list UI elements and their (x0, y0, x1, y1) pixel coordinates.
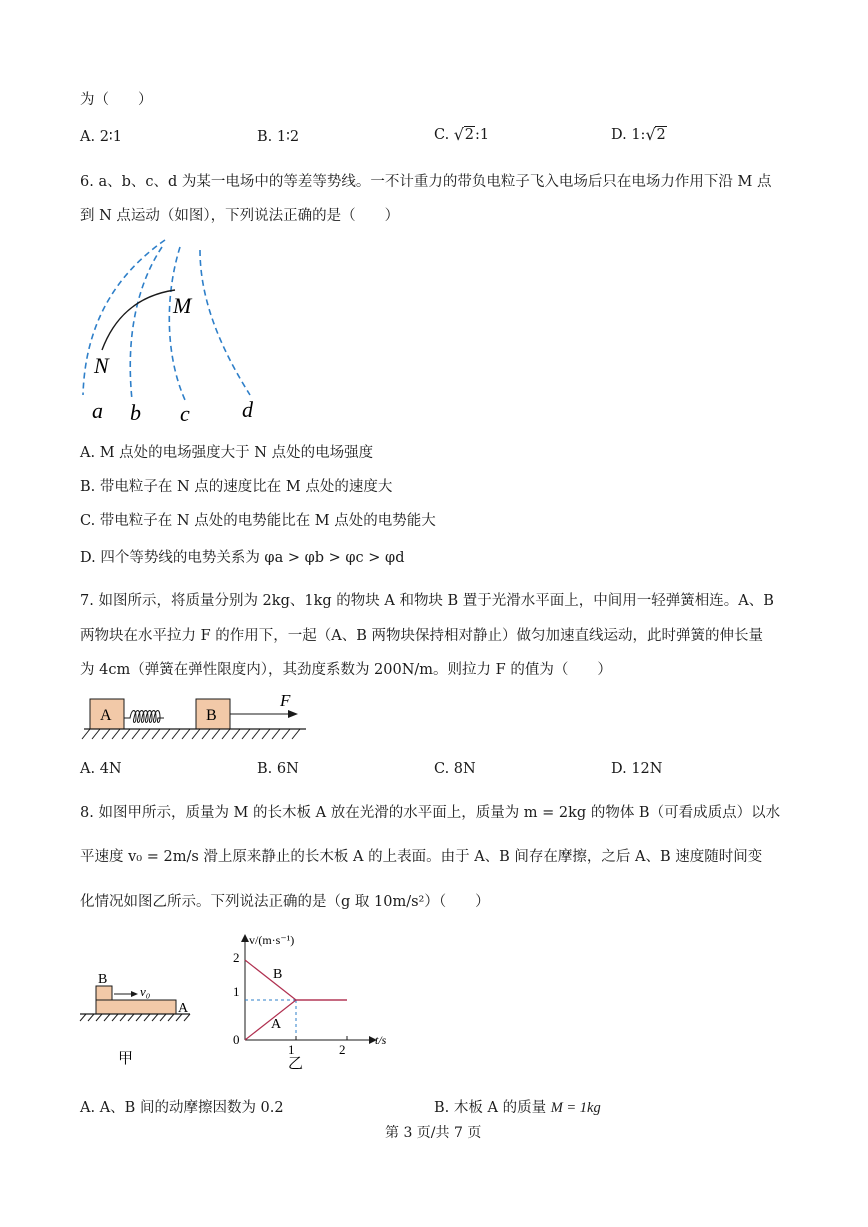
label-m: M (173, 293, 192, 318)
x-axis-label: t/s (375, 1033, 387, 1047)
v0-arrowhead (131, 991, 138, 997)
block-a-label: A (100, 707, 112, 724)
label-b: b (130, 400, 141, 425)
v0-label: v₀ (140, 984, 151, 999)
y-axis-label: v/(m·s⁻¹) (249, 933, 295, 947)
q5-option-a: A. 2∶1 (80, 129, 122, 145)
q7-option-c: C. 8N (434, 761, 476, 777)
y-tick-0: 0 (233, 1032, 240, 1047)
label-d: d (242, 397, 253, 422)
label-c: c (180, 401, 190, 425)
series-a-label: A (271, 1017, 282, 1032)
q8-option-a: A. A、B 间的动摩擦因数为 0.2 (80, 1100, 284, 1116)
q6-option-d: D. 四个等势线的电势关系为 φa > φb > φc > φd (80, 550, 405, 566)
q6-stem-line2: 到 N 点运动（如图），下列说法正确的是（ ） (80, 208, 400, 224)
sqrt-symbol: √ 2 (645, 125, 666, 144)
block-b-label: B (206, 707, 217, 724)
q6-stem-line1: 6. a、b、c、d 为某一电场中的等差等势线。一不计重力的带负电粒子飞入电场后只在电场力作用下沿 M 点 (80, 174, 772, 190)
q7-option-a: A. 4N (80, 761, 122, 777)
q5-option-b: B. 1∶2 (257, 129, 300, 145)
equipotential-line-c (169, 247, 185, 400)
spring (124, 711, 164, 723)
q8-option-b: B. 木板 A 的质量 M = 1kg (434, 1100, 601, 1116)
q8-stem-line3: 化情况如图乙所示。下列说法正确的是（g 取 10m/s²）（ ） (80, 894, 490, 910)
x-tick-1: 1 (288, 1042, 295, 1057)
q7-option-d: D. 12N (611, 761, 663, 777)
q7-stem-line3: 为 4cm（弹簧在弹性限度内），其劲度系数为 200N/m。则拉力 F 的值为（ ） (80, 662, 612, 678)
q5-tail: 为（ ） (80, 92, 153, 108)
q8-figure-jia (78, 965, 198, 1070)
label-a: a (92, 398, 103, 423)
q8-figure-yi-vt-graph (225, 928, 405, 1073)
q7-spring-figure (80, 688, 320, 748)
q6-option-b: B. 带电粒子在 N 点的速度比在 M 点处的速度大 (80, 479, 393, 495)
block-b (96, 986, 112, 1000)
block-b-label: B (98, 972, 108, 987)
x-tick-2: 2 (339, 1042, 346, 1057)
caption-jia: 甲 (118, 1051, 134, 1067)
q6-equipotential-figure (70, 235, 290, 425)
y-tick-2: 2 (233, 950, 240, 965)
q5-option-c: C. √ 2:1 (434, 125, 490, 144)
ground-hatching (82, 729, 300, 739)
q7-option-b: B. 6N (257, 761, 299, 777)
y-tick-1: 1 (233, 984, 240, 999)
board-a (96, 1000, 176, 1014)
q5-option-d: D. 1: √ 2 (611, 125, 666, 144)
sqrt-symbol: √ 2 (453, 125, 475, 144)
q8-stem-line1: 8. 如图甲所示，质量为 M 的长木板 A 放在光滑的水平面上，质量为 m = 2kg 的物体 B（可看成质点）以水 (80, 805, 781, 821)
q7-stem-line1: 7. 如图所示，将质量分别为 2kg、1kg 的物块 A 和物块 B 置于光滑水平面上，中间用一轻弹簧相连。A、B (80, 593, 774, 609)
force-arrowhead (288, 710, 298, 718)
particle-trajectory (102, 290, 175, 350)
q8-stem-line2: 平速度 v₀ = 2m/s 滑上原来静止的长木板 A 的上表面。由于 A、B 间存在摩擦，之后 A、B 速度随时间变 (80, 849, 763, 865)
ground-hatching (80, 1014, 190, 1021)
q6-option-a: A. M 点处的电场强度大于 N 点处的电场强度 (80, 445, 374, 461)
force-label: F (280, 691, 291, 710)
q7-stem-line2: 两物块在水平拉力 F 的作用下，一起（A、B 两物块保持相对静止）做匀加速直线运动，此时弹簧的伸长量 (80, 628, 764, 644)
equipotential-line-b (130, 247, 162, 400)
q6-option-c: C. 带电粒子在 N 点处的电势能比在 M 点处的电势能大 (80, 513, 436, 529)
page-footer: 第 3 页/共 7 页 (385, 1125, 482, 1141)
series-line-b (245, 960, 347, 1000)
label-n: N (94, 353, 109, 378)
equipotential-line-d (200, 250, 250, 395)
series-b-label: B (273, 967, 283, 982)
caption-yi: 乙 (288, 1056, 304, 1072)
board-a-label: A (178, 1001, 189, 1016)
